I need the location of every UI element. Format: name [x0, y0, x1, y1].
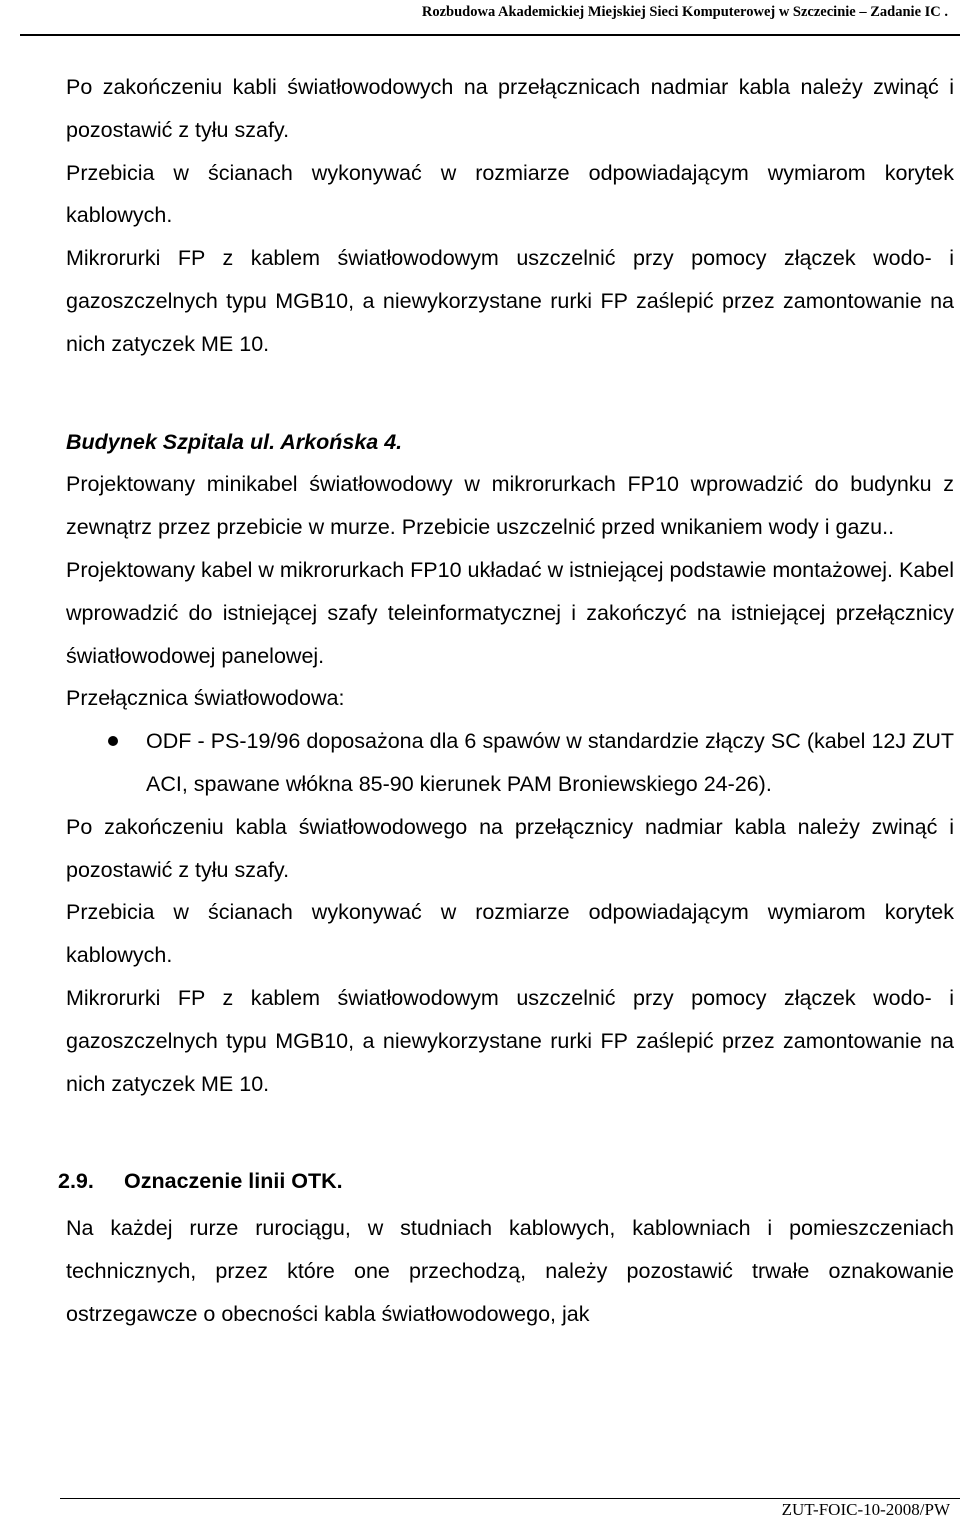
- paragraph: Przełącznica światłowodowa:: [66, 686, 345, 711]
- list-item: [66, 720, 954, 806]
- section-number: 2.9.: [58, 1169, 94, 1194]
- footer-code: ZUT-FOIC-10-2008/PW: [781, 1500, 950, 1519]
- paragraph: Projektowany kabel w mikrorurkach FP10 układać w istniejącej podstawie montażowej. Kabel wprowadzić do istniejącej szafy teleinformatycznej i zakończyć na istniejącej przełącznicy światłowodowej panelowej.: [66, 557, 954, 668]
- document-body: [58, 66, 954, 1336]
- bullet-dot-icon: [108, 736, 118, 746]
- list-item-text: ODF - PS-19/96 doposażona dla 6 spawów w standardzie złączy SC (kabel 12J ZUT ACI, spawane włókna 85-90 kierunek PAM Broniewskiego 24-26).: [146, 729, 954, 796]
- spacer: [66, 366, 954, 421]
- section-heading: [58, 1160, 954, 1203]
- bullet-list: [66, 720, 954, 806]
- paragraph: Projektowany minikabel światłowodowy w mikrorurkach FP10 wprowadzić do budynku z zewnątrz przez przebicie w murze. Przebicie uszczelnić przed wnikaniem wody i gazu..: [66, 472, 954, 540]
- paragraph: Mikrorurki FP z kablem światłowodowym uszczelnić przy pomocy złączek wodo- i gazoszczelnych typu MGB10, a niewykorzystane rurki FP zaślepić przez zamontowanie na nich zatyczek ME 10.: [66, 985, 954, 1096]
- section-title: Oznaczenie linii OTK.: [124, 1169, 343, 1194]
- paragraph: Przebicia w ścianach wykonywać w rozmiarze odpowiadającym wymiarom korytek kablowych.: [66, 900, 954, 968]
- document-header-title: Rozbudowa Akademickiej Miejskiej Sieci Komputerowej w Szczecinie – Zadanie IC .: [421, 4, 948, 20]
- paragraph: Na każdej rurze rurociągu, w studniach kablowych, kablowniach i pomieszczeniach technicznych, przez które one przechodzą, należy pozostawić trwałe oznakowanie ostrzegawcze o obecności kabla światłowodowego, jak: [66, 1216, 954, 1326]
- footer-rule: [60, 1498, 960, 1499]
- paragraph: Po zakończeniu kabla światłowodowego na przełącznicy nadmiar kabla należy zwinąć i pozostawić z tyłu szafy.: [66, 814, 954, 882]
- spacer: [66, 1105, 954, 1160]
- header-rule: [20, 34, 960, 36]
- paragraph: Po zakończeniu kabli światłowodowych na przełącznicach nadmiar kabla należy zwinąć i pozostawić z tyłu szafy.: [66, 75, 954, 142]
- paragraph: Mikrorurki FP z kablem światłowodowym uszczelnić przy pomocy złączek wodo- i gazoszczelnych typu MGB10, a niewykorzystane rurki FP zaślepić przez zamontowanie na nich zatyczek ME 10.: [66, 246, 954, 356]
- building-heading: Budynek Szpitala ul. Arkońska 4.: [66, 429, 403, 454]
- paragraph: Przebicia w ścianach wykonywać w rozmiarze odpowiadającym wymiarom korytek kablowych.: [66, 160, 954, 228]
